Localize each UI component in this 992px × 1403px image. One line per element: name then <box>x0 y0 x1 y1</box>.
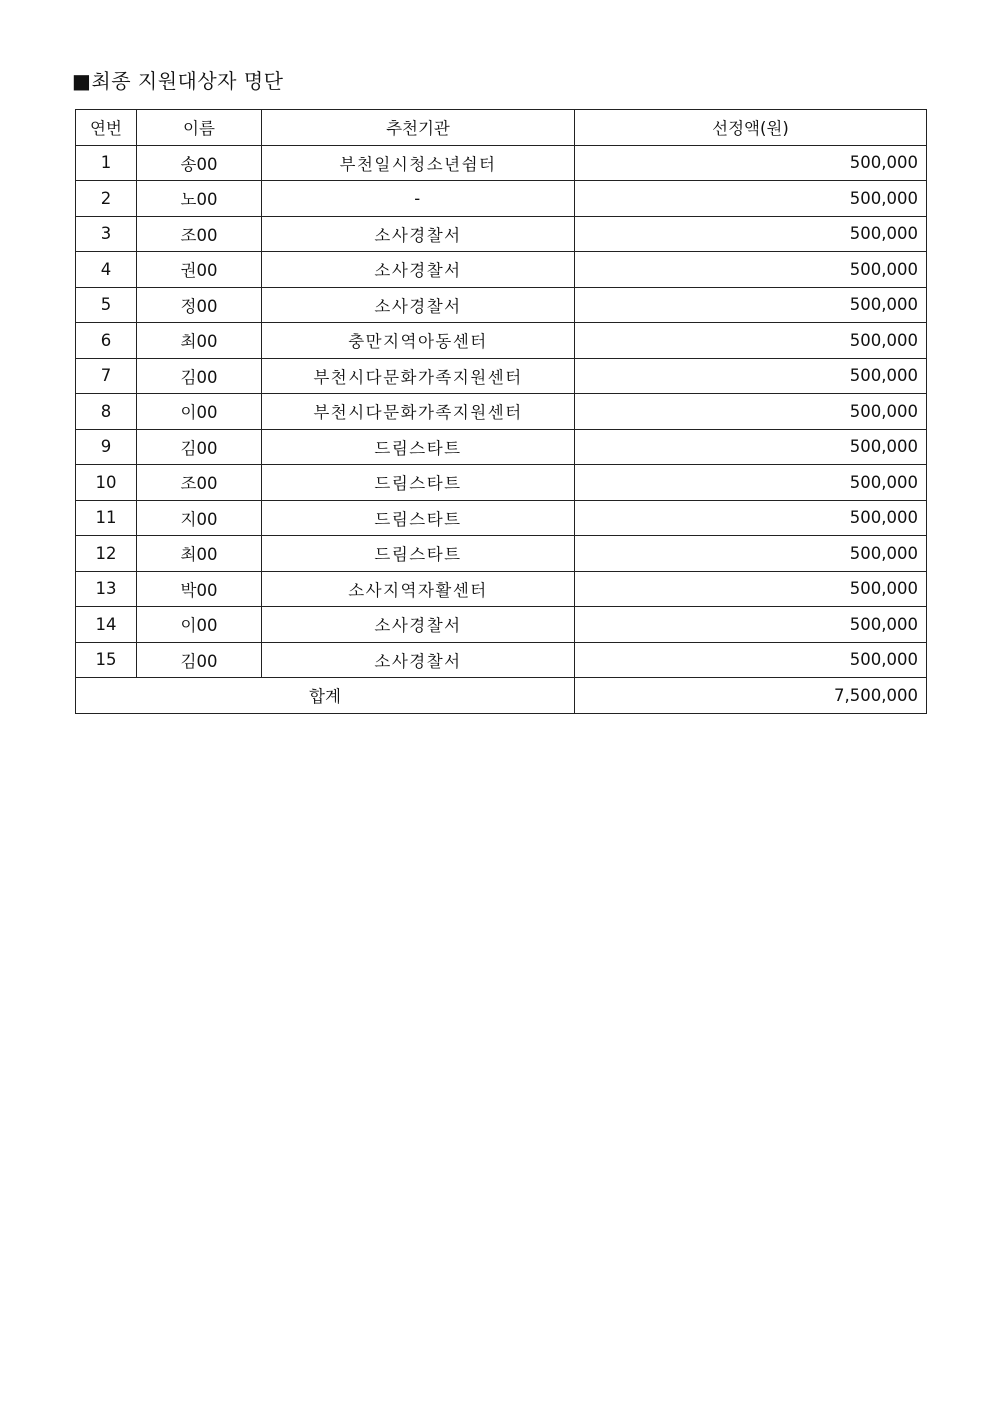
table-row <box>76 607 927 643</box>
cell-org: 부천시다문화가족지원센터 <box>262 358 575 394</box>
cell-no: 10 <box>76 465 137 501</box>
cell-name: 박00 <box>137 571 262 607</box>
table-row <box>76 287 927 323</box>
cell-name: 송00 <box>137 145 262 181</box>
cell-amount: 500,000 <box>575 216 927 252</box>
cell-no: 11 <box>76 500 137 536</box>
cell-org: 드림스타트 <box>262 429 575 465</box>
cell-org: 충만지역아동센터 <box>262 323 575 359</box>
cell-org: 소사경찰서 <box>262 642 575 678</box>
cell-name: 이00 <box>137 394 262 430</box>
page-title: ■최종 지원대상자 명단 <box>72 69 284 93</box>
cell-amount: 500,000 <box>575 394 927 430</box>
cell-amount: 500,000 <box>575 429 927 465</box>
cell-amount: 500,000 <box>575 465 927 501</box>
cell-name: 조00 <box>137 465 262 501</box>
cell-no: 9 <box>76 429 137 465</box>
cell-org: 소사경찰서 <box>262 252 575 288</box>
cell-no: 2 <box>76 181 137 217</box>
cell-no: 4 <box>76 252 137 288</box>
cell-no: 6 <box>76 323 137 359</box>
cell-no: 3 <box>76 216 137 252</box>
cell-no: 1 <box>76 145 137 181</box>
cell-name: 조00 <box>137 216 262 252</box>
table-row <box>76 465 927 501</box>
cell-name: 권00 <box>137 252 262 288</box>
total-row <box>76 678 927 714</box>
header-amount: 선정액(원) <box>575 110 927 146</box>
cell-name: 이00 <box>137 607 262 643</box>
cell-amount: 500,000 <box>575 642 927 678</box>
cell-amount: 500,000 <box>575 181 927 217</box>
cell-amount: 500,000 <box>575 571 927 607</box>
recipient-table <box>75 109 927 714</box>
table-row <box>76 358 927 394</box>
cell-no: 5 <box>76 287 137 323</box>
cell-org: - <box>262 181 575 217</box>
table-row <box>76 642 927 678</box>
cell-no: 13 <box>76 571 137 607</box>
cell-no: 12 <box>76 536 137 572</box>
cell-org: 소사지역자활센터 <box>262 571 575 607</box>
table-row <box>76 323 927 359</box>
cell-name: 최00 <box>137 536 262 572</box>
total-label: 합계 <box>76 678 575 714</box>
table-row <box>76 394 927 430</box>
cell-org: 드림스타트 <box>262 465 575 501</box>
cell-amount: 500,000 <box>575 252 927 288</box>
cell-amount: 500,000 <box>575 358 927 394</box>
cell-amount: 500,000 <box>575 323 927 359</box>
table-row <box>76 181 927 217</box>
cell-amount: 500,000 <box>575 145 927 181</box>
cell-no: 7 <box>76 358 137 394</box>
cell-name: 김00 <box>137 358 262 394</box>
header-org: 추천기관 <box>262 110 575 146</box>
cell-no: 15 <box>76 642 137 678</box>
cell-org: 소사경찰서 <box>262 287 575 323</box>
header-no: 연번 <box>76 110 137 146</box>
header-name: 이름 <box>137 110 262 146</box>
table-row <box>76 536 927 572</box>
table-row <box>76 145 927 181</box>
table-row <box>76 500 927 536</box>
cell-org: 부천일시청소년쉼터 <box>262 145 575 181</box>
cell-amount: 500,000 <box>575 607 927 643</box>
cell-amount: 500,000 <box>575 500 927 536</box>
table-row <box>76 571 927 607</box>
cell-org: 소사경찰서 <box>262 607 575 643</box>
cell-amount: 500,000 <box>575 287 927 323</box>
cell-org: 부천시다문화가족지원센터 <box>262 394 575 430</box>
total-amount: 7,500,000 <box>575 678 927 714</box>
cell-name: 최00 <box>137 323 262 359</box>
cell-org: 소사경찰서 <box>262 216 575 252</box>
cell-name: 지00 <box>137 500 262 536</box>
cell-no: 8 <box>76 394 137 430</box>
cell-org: 드림스타트 <box>262 536 575 572</box>
table-row <box>76 252 927 288</box>
cell-name: 김00 <box>137 429 262 465</box>
cell-no: 14 <box>76 607 137 643</box>
cell-name: 김00 <box>137 642 262 678</box>
table-row <box>76 429 927 465</box>
cell-name: 정00 <box>137 287 262 323</box>
table-header-row <box>76 110 927 146</box>
cell-name: 노00 <box>137 181 262 217</box>
cell-org: 드림스타트 <box>262 500 575 536</box>
table-row <box>76 216 927 252</box>
cell-amount: 500,000 <box>575 536 927 572</box>
